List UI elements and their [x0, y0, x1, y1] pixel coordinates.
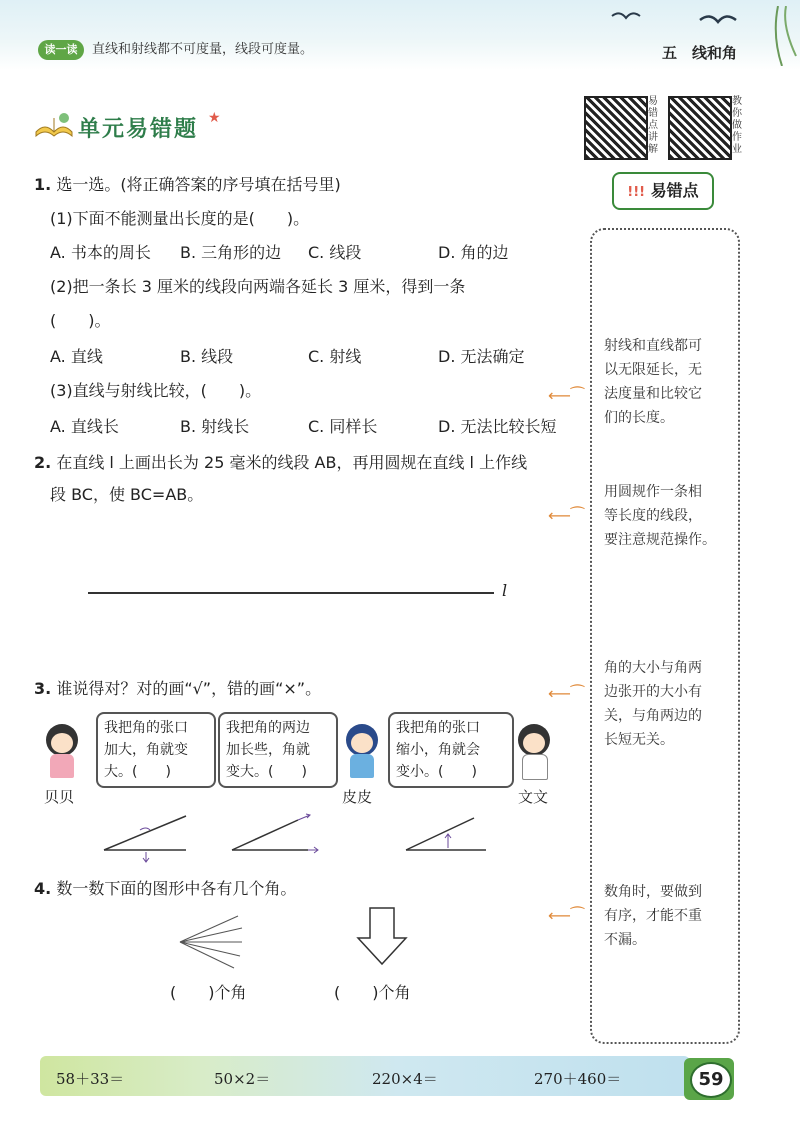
- q1-title-text: 选一选。(将正确答案的序号填在括号里): [56, 175, 341, 194]
- name-wenwen: 文文: [518, 788, 549, 806]
- q1-sub2-stem-cont: ( )。: [50, 311, 111, 330]
- qr-code-errors[interactable]: [584, 96, 648, 160]
- section-title: 单元易错题: [78, 117, 199, 142]
- page-number: 59: [690, 1062, 732, 1098]
- q4-title: [34, 878, 296, 900]
- q1-sub3-option-a[interactable]: A. 直线长: [50, 417, 119, 436]
- q4-answer-1[interactable]: ( )个角: [170, 983, 247, 1002]
- q1-sub3-option-b[interactable]: B. 射线长: [180, 417, 250, 436]
- q1-sub1-stem: (1)下面不能测量出长度的是( )。: [50, 209, 310, 228]
- bubble-line: 加长些，角就: [226, 742, 310, 758]
- ray-fan-figure: [176, 912, 246, 972]
- note-line: 用圆规作一条相: [604, 484, 702, 500]
- q2-number: 2.: [34, 453, 52, 472]
- bubble-line: 缩小，角就会: [396, 742, 480, 758]
- note-line: 不漏。: [604, 932, 646, 948]
- q1-sub2-option-b[interactable]: B. 线段: [180, 347, 234, 366]
- side-note-4: [604, 880, 728, 952]
- note-line: 们的长度。: [604, 410, 674, 426]
- note-line: 射线和直线都可: [604, 338, 702, 354]
- q2-text: 在直线 l 上画出长为 25 毫米的线段 AB，再用圆规在直线 l 上作线: [56, 453, 528, 472]
- unit-title: 五 线和角: [662, 44, 738, 62]
- q3-title-text: 谁说得对？对的画“√”，错的画“×”。: [56, 679, 322, 698]
- qr-label-homework: 教你做作业: [732, 96, 742, 155]
- note-line: 角的大小与角两: [604, 660, 702, 676]
- error-points-label: 易错点: [650, 181, 699, 200]
- angle-diagram-3: [402, 810, 502, 866]
- q1-sub2-stem: (2)把一条长 3 厘米的线段向两端各延长 3 厘米，得到一条: [50, 277, 466, 296]
- note-line: 有序，才能不重: [604, 908, 702, 924]
- q1-sub2-option-d[interactable]: D. 无法确定: [438, 347, 525, 366]
- mental-math-3: 220×4＝: [372, 1070, 438, 1088]
- note-line: 以无限延长，无: [604, 362, 702, 378]
- bubble-line[interactable]: 大。( ): [104, 764, 171, 780]
- speech-bubble-2: [218, 712, 338, 788]
- q3-title: [34, 678, 321, 700]
- mental-math-1: 58＋33＝: [56, 1070, 125, 1088]
- tip-text: 直线和射线都不可度量，线段可度量。: [92, 42, 314, 57]
- q2-line2: 段 BC，使 BC=AB。: [50, 485, 204, 504]
- q1-sub3-stem: (3)直线与射线比较，( )。: [50, 381, 262, 400]
- q2-line1: [34, 452, 527, 474]
- note-line: 关，与角两边的: [604, 708, 702, 724]
- speech-bubble-1: [96, 712, 216, 788]
- q1-number: 1.: [34, 175, 52, 194]
- q1-sub3-option-c[interactable]: C. 同样长: [308, 417, 378, 436]
- pointer-arrow-icon: ⟵⁀: [548, 906, 584, 925]
- name-pipi: 皮皮: [342, 788, 373, 806]
- note-line: 数角时，要做到: [604, 884, 702, 900]
- bubble-line[interactable]: 变小。( ): [396, 764, 477, 780]
- pointer-arrow-icon: ⟵⁀: [548, 386, 584, 405]
- note-line: 要注意规范操作。: [604, 532, 716, 548]
- mental-math-2: 50×2＝: [214, 1070, 271, 1088]
- q3-number: 3.: [34, 679, 52, 698]
- q4-title-text: 数一数下面的图形中各有几个角。: [56, 879, 297, 898]
- qr-label-errors: 易错点讲解: [648, 96, 658, 155]
- pointer-arrow-icon: ⟵⁀: [548, 684, 584, 703]
- q1-sub1-option-b[interactable]: B. 三角形的边: [180, 243, 282, 262]
- girl-wenwen-illustration: [514, 724, 554, 778]
- bubble-line: 我把角的张口: [104, 720, 188, 736]
- bubble-line: 加大，角就变: [104, 742, 188, 758]
- qr-code-homework[interactable]: [668, 96, 732, 160]
- q1-title: [34, 174, 341, 196]
- q4-number: 4.: [34, 879, 52, 898]
- q1-sub3-option-d[interactable]: D. 无法比较长短: [438, 417, 557, 436]
- angle-diagram-1: [100, 810, 200, 866]
- down-arrow-figure: [354, 906, 410, 966]
- note-line: 法度量和比较它: [604, 386, 702, 402]
- q1-sub2-option-c[interactable]: C. 射线: [308, 347, 362, 366]
- q4-answer-2[interactable]: ( )个角: [334, 983, 411, 1002]
- note-line: 边张开的大小有: [604, 684, 702, 700]
- boy-pipi-illustration: [342, 724, 382, 778]
- q1-sub1-option-c[interactable]: C. 线段: [308, 243, 362, 262]
- line-l-label: l: [502, 581, 508, 600]
- book-icon: [34, 110, 74, 140]
- q1-sub1-option-a[interactable]: A. 书本的周长: [50, 243, 151, 262]
- bubble-line[interactable]: 变大。( ): [226, 764, 307, 780]
- speech-bubble-3: [388, 712, 514, 788]
- bubble-line: 我把角的张口: [396, 720, 480, 736]
- angle-diagram-2: [228, 810, 328, 866]
- side-note-1: [604, 334, 728, 430]
- side-note-3: [604, 656, 728, 752]
- q1-sub1-option-d[interactable]: D. 角的边: [438, 243, 509, 262]
- mental-math-4: 270＋460＝: [534, 1070, 622, 1088]
- side-note-2: [604, 480, 728, 552]
- girl-beibei-illustration: [42, 724, 82, 778]
- exclaim-icon: !!!: [627, 185, 646, 200]
- read-badge: 读一读: [38, 40, 84, 60]
- bubble-line: 我把角的两边: [226, 720, 310, 736]
- q1-sub2-option-a[interactable]: A. 直线: [50, 347, 103, 366]
- star-icon: ★: [208, 110, 221, 126]
- name-beibei: 贝贝: [44, 788, 75, 806]
- pointer-arrow-icon: ⟵⁀: [548, 506, 584, 525]
- note-line: 长短无关。: [604, 732, 674, 748]
- line-l[interactable]: [88, 592, 494, 594]
- error-points-tag: [612, 172, 714, 210]
- note-line: 等长度的线段，: [604, 508, 702, 524]
